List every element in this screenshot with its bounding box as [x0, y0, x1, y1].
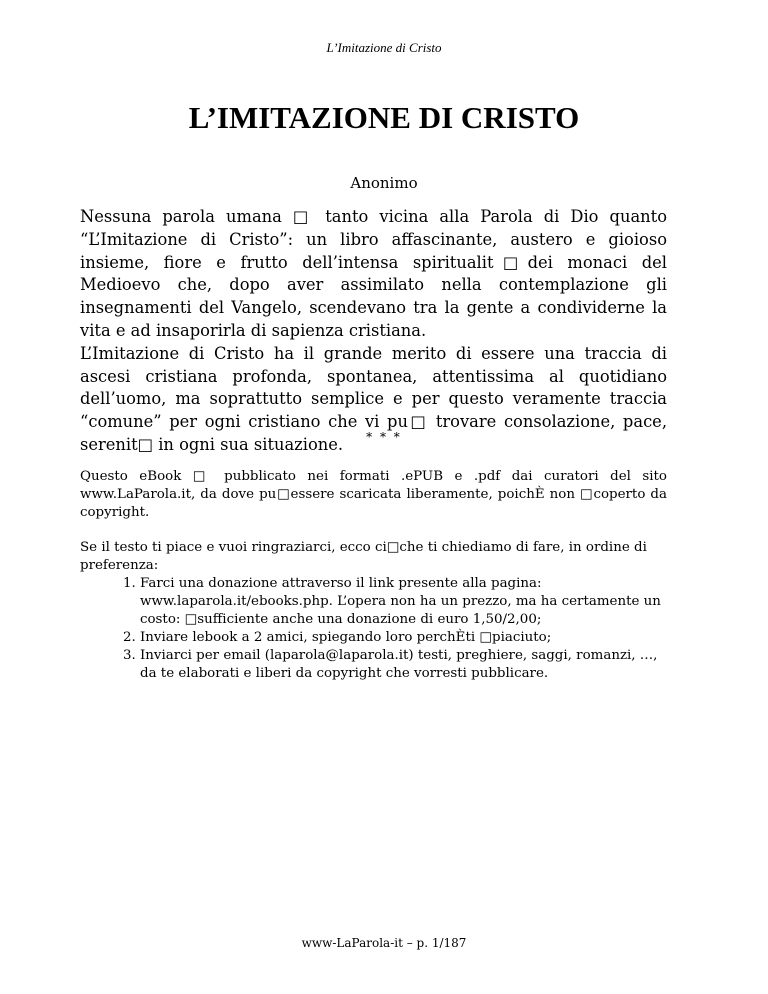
request-section: [80, 539, 667, 683]
intro-text: [80, 206, 667, 457]
intro-paragraph: L’Imitazione di Cristo ha il grande merito di essere una traccia di ascesi cristiana profonda, spontanea, attentissima al quotidiano dell’uomo, ma soprattutto semplice e per questo veramente traccia “comune” per ogni cristiano che vi pu□ trovare consolazione, pace, serenit□ in ogni sua situazione.: [80, 343, 667, 454]
ebook-notice: Questo eBook □ pubblicato nei formati .ePUB e .pdf dai curatori del sito www.LaParola.it, da dove pu□essere scaricata liberamente, poichÈ non □coperto da copyright.: [80, 469, 667, 520]
page-footer: www-LaParola-it – p. 1/187: [301, 936, 467, 950]
request-intro: Se il testo ti piace e vuoi ringraziarci, ecco ci□che ti chiediamo di fare, in ordine di preferenza:: [80, 540, 647, 573]
document-title: L’IMITAZIONE DI CRISTO: [188, 100, 580, 135]
request-list: [80, 575, 667, 683]
document-author: Anonimo: [350, 174, 418, 192]
request-item: 2. Inviare lebook a 2 amici, spiegando loro perchÈti □piaciuto;: [140, 629, 667, 647]
request-item: 3. Inviarci per email (laparola@laparola.it) testi, preghiere, saggi, romanzi, …, da te elaborati e liberi da copyright che vorresti pubblicare.: [140, 647, 667, 683]
running-header: L’Imitazione di Cristo: [326, 40, 442, 55]
request-item: 1. Farci una donazione attraverso il link presente alla pagina: www.laparola.it/ebooks.php. L’opera non ha un prezzo, ma ha certamente un costo: □sufficiente anche una donazione di euro 1,50/2,00;: [140, 575, 667, 629]
intro-paragraph: Nessuna parola umana □ tanto vicina alla Parola di Dio quanto “L’Imitazione di Cristo”: un libro affascinante, austero e gioioso insieme, fiore e frutto dell’intensa spiritualit□dei monaci del Medioevo che, dopo aver assimilato nella contemplazione gli insegnamenti del Vangelo, scendevano tra la gente a condividerne la vita e ad insaporirla di sapienza cristiana.: [80, 207, 667, 340]
section-separator: * * *: [366, 430, 402, 444]
